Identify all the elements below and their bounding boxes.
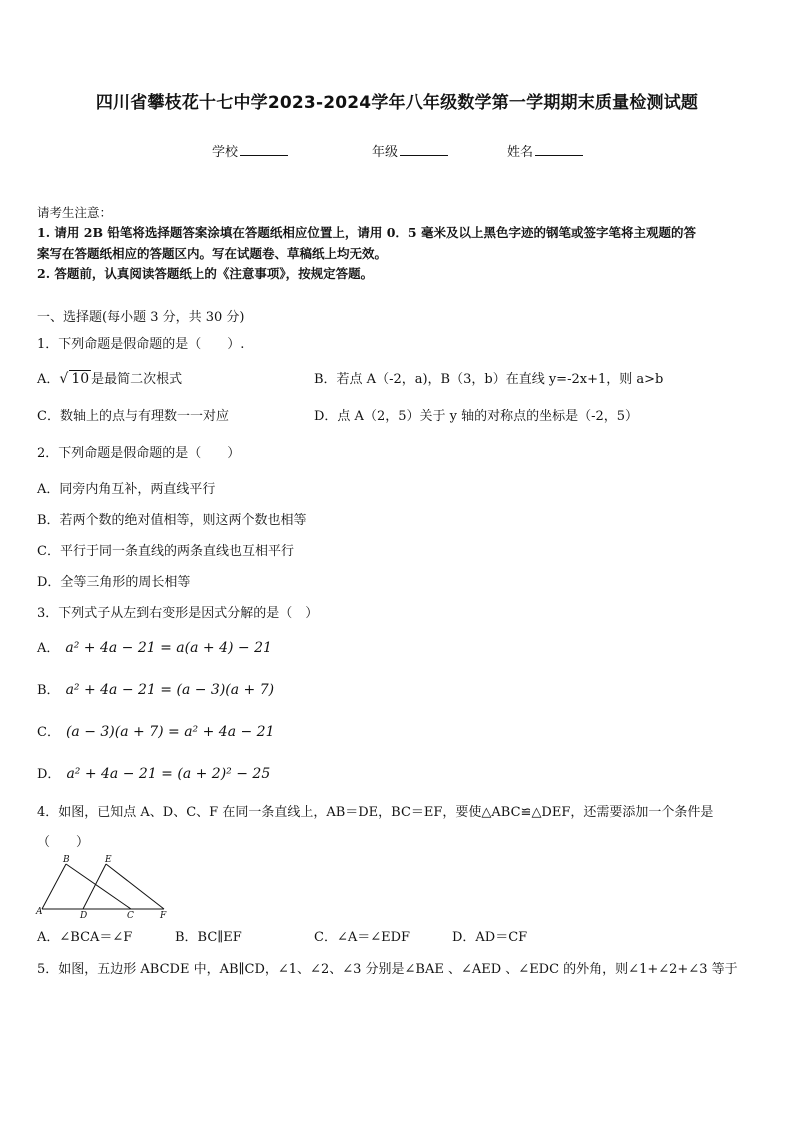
q4-option-b: B．BC∥EF (175, 930, 242, 945)
q2-option-b: B．若两个数的绝对值相等，则这两个数也相等 (37, 513, 307, 528)
label-b: B (63, 855, 70, 865)
segment-de (83, 864, 106, 909)
grade-blank (400, 143, 448, 156)
notice-line-1a: 1. 请用 2B 铅笔将选择题答案涂填在答题纸相应位置上，请用 0．5 毫米及以上黑色字迹的钢笔或签字笔将主观题的答 (37, 225, 696, 240)
q2-option-d: D．全等三角形的周长相等 (37, 575, 191, 590)
q3-option-d-label: D． (37, 767, 61, 782)
q5-stem: 5．如图，五边形 ABCDE 中，AB∥CD，∠1、∠2、∠3 分别是∠BAE 、∠AED 、∠EDC 的外角，则∠1+∠2+∠3 等于 (37, 962, 738, 977)
segment-ab (42, 864, 66, 909)
q3-option-b-label: B． (37, 683, 60, 698)
q1-option-a (37, 368, 182, 387)
q3-option-c-label: C． (37, 725, 60, 740)
q4-stem: 4．如图，已知点 A、D、C、F 在同一条直线上，AB＝DE，BC＝EF，要使△ABC≌△DEF，还需要添加一个条件是 (37, 805, 714, 820)
notice-line-2: 2. 答题前，认真阅读答题纸上的《注意事项》，按规定答题。 (37, 266, 374, 281)
q3-option-c (37, 721, 275, 740)
grade-label: 年级 (372, 145, 399, 160)
q2-option-a: A．同旁内角互补，两直线平行 (37, 482, 216, 497)
q1-option-c: C．数轴上的点与有理数一一对应 (37, 409, 229, 424)
q2-option-c: C．平行于同一条直线的两条直线也互相平行 (37, 544, 294, 559)
q1-radicand: 10 (71, 371, 90, 387)
q3-option-a-expr: a² + 4a − 21 = a(a + 4) − 21 (65, 640, 272, 656)
q3-option-a (37, 637, 272, 656)
q1-option-d: D．点 A（2，5）关于 y 轴的对称点的坐标是（-2，5） (314, 409, 639, 424)
q4-paren: （ ） (37, 835, 90, 850)
school-blank (240, 143, 288, 156)
q3-option-d (37, 763, 270, 782)
q3-option-b (37, 679, 274, 698)
q1-option-a-label: A． (37, 372, 60, 387)
q3-option-d-expr: a² + 4a − 21 = (a + 2)² − 25 (66, 766, 271, 782)
notice-line-1b: 案写在答题纸相应的答题区内。写在试题卷、草稿纸上均无效。 (37, 246, 388, 261)
q4-option-c: C．∠A＝∠EDF (314, 930, 411, 945)
q1-option-b: B．若点 A（-2，a)，B（3，b）在直线 y=-2x+1，则 a>b (314, 372, 664, 387)
q4-option-a: A．∠BCA＝∠F (37, 930, 133, 945)
q4-figure (34, 854, 174, 920)
section-heading: 一、选择题(每小题 3 分，共 30 分) (37, 310, 245, 325)
segment-ef (106, 864, 164, 909)
label-f: F (160, 911, 167, 920)
label-a: A (36, 907, 43, 917)
school-label: 学校 (212, 145, 239, 160)
name-field (507, 141, 583, 160)
q3-option-b-expr: a² + 4a − 21 = (a − 3)(a + 7) (65, 682, 275, 698)
label-d: D (80, 911, 88, 920)
notice-heading: 请考生注意： (37, 205, 113, 220)
q3-option-c-expr: (a − 3)(a + 7) = a² + 4a − 21 (65, 724, 275, 740)
school-field (212, 141, 288, 160)
segment-bc (66, 864, 131, 909)
page-title: 四川省攀枝花十七中学2023-2024学年八年级数学第一学期期末质量检测试题 (95, 93, 699, 113)
sqrt-symbol: √ 10 (59, 371, 90, 387)
name-label: 姓名 (507, 145, 534, 160)
q1-option-a-text: 是最简二次根式 (91, 372, 183, 387)
q3-option-a-label: A． (37, 641, 60, 656)
q4-option-d: D．AD＝CF (452, 930, 528, 945)
grade-field (372, 141, 448, 160)
name-blank (535, 143, 583, 156)
label-e: E (105, 855, 112, 865)
q2-stem: 2．下列命题是假命题的是（ ） (37, 446, 241, 461)
label-c: C (127, 911, 134, 920)
q3-stem: 3．下列式子从左到右变形是因式分解的是（ ） (37, 606, 319, 621)
q1-stem: 1．下列命题是假命题的是（ ）. (37, 337, 245, 352)
